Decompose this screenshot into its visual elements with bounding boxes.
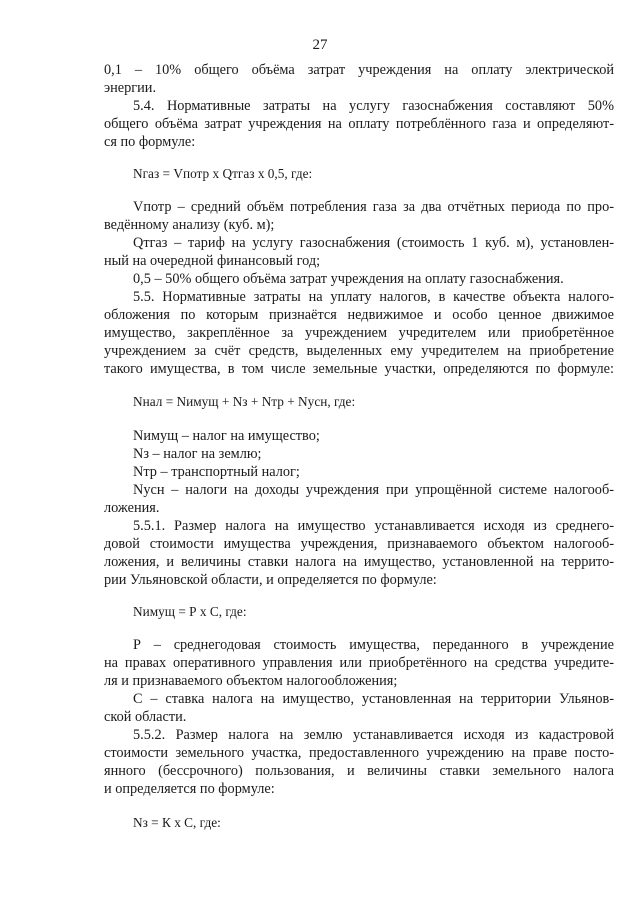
- text-line: 0,1 – 10% общего объёма затрат учреждения на оплату электрической: [104, 62, 614, 78]
- text-line: стоимости земельного участка, предоставленного учреждению на праве посто-: [104, 745, 614, 761]
- text-line: учреждением за счёт средств, выделенных ему учредителем на приобретение: [104, 343, 614, 359]
- text-line: ложения.: [104, 500, 160, 516]
- text-line: такого имущества, в том числе земельные участки, определяются по формуле:: [104, 361, 614, 377]
- text-line: янного (бессрочного) пользования, и величины ставки земельного налога: [104, 763, 614, 779]
- text-line: Nусн – налоги на доходы учреждения при упрощённой системе налогооб-: [133, 482, 614, 498]
- text-line: ложения, и величины ставки налога на имущество, установленной на террито-: [104, 554, 614, 570]
- text-line: ведённому анализу (куб. м);: [104, 217, 275, 233]
- text-line: 5.5.2. Размер налога на землю устанавливается исходя из кадастровой: [133, 727, 614, 743]
- text-line: и определяется по формуле:: [104, 781, 275, 797]
- text-line: ской области.: [104, 709, 187, 725]
- formula: Nз = К х С, где:: [133, 815, 221, 830]
- text-line: Qтгаз – тариф на услугу газоснабжения (стоимость 1 куб. м), установлен-: [133, 235, 614, 251]
- formula: Nнал = Nимущ + Nз + Nтр + Nусн, где:: [133, 394, 356, 409]
- text-line: имущество, закреплённое за учреждением учредителем или приобретённое: [104, 325, 614, 341]
- text-line: ся по формуле:: [104, 134, 196, 150]
- text-line: 5.5. Нормативные затраты на уплату налогов, в качестве объекта налого-: [133, 289, 614, 305]
- text-line: Nимущ – налог на имущество;: [133, 428, 320, 444]
- text-line: 5.4. Нормативные затраты на услугу газоснабжения составляют 50%: [133, 98, 614, 114]
- formula: Nимущ = Р х С, где:: [133, 604, 247, 619]
- text-line: ля и признаваемого объектом налогообложения;: [104, 673, 398, 689]
- text-line: ный на очередной финансовый год;: [104, 253, 321, 269]
- text-line: Р – среднегодовая стоимость имущества, переданного в учреждение: [133, 637, 614, 653]
- text-line: обложения по которым признаётся недвижимое и особо ценное движимое: [104, 307, 614, 323]
- text-line: 5.5.1. Размер налога на имущество устанавливается исходя из среднего-: [133, 518, 614, 534]
- text-line: Nтр – транспортный налог;: [133, 464, 300, 480]
- text-line: 0,5 – 50% общего объёма затрат учреждения на оплату газоснабжения.: [133, 271, 564, 287]
- text-line: Nз – налог на землю;: [133, 446, 262, 462]
- formula: Nгаз = Vпотр х Qтгаз х 0,5, где:: [133, 166, 313, 181]
- text-line: довой стоимости имущества учреждения, признаваемого объектом налогооб-: [104, 536, 614, 552]
- text-line: рии Ульяновской области, и определяется по формуле:: [104, 572, 437, 588]
- text-line: Vпотр – средний объём потребления газа за два отчётных периода по про-: [133, 199, 614, 215]
- page-number: 27: [312, 37, 328, 53]
- text-line: общего объёма затрат учреждения на оплату потреблённого газа и определяют-: [104, 116, 614, 132]
- text-line: энергии.: [104, 80, 157, 96]
- text-line: на правах оперативного управления или приобретённого на средства учредите-: [104, 655, 614, 671]
- text-line: С – ставка налога на имущество, установленная на территории Ульянов-: [133, 691, 614, 707]
